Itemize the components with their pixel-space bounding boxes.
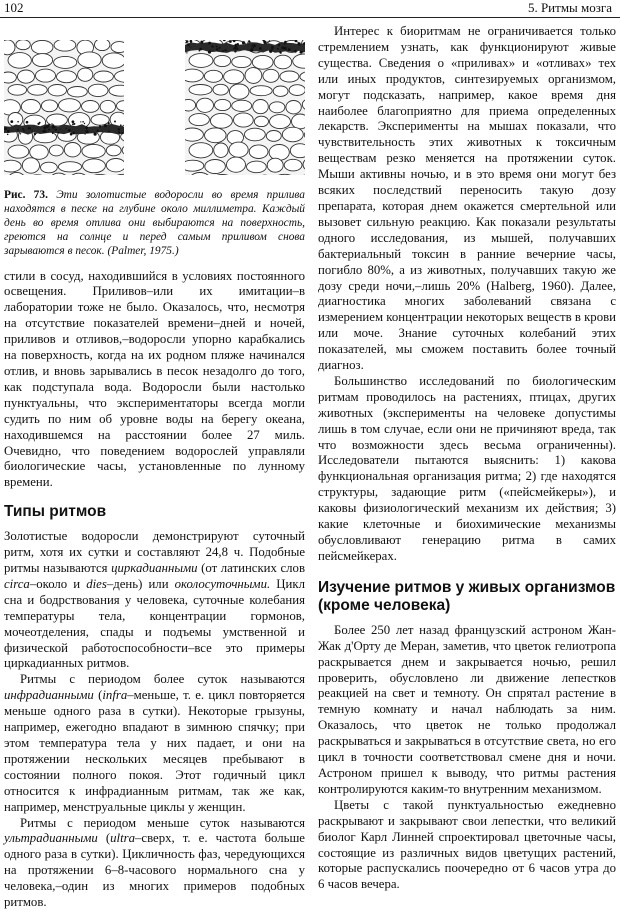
figure-panel-low-tide <box>185 40 305 175</box>
term-ultradian: ультрадианными <box>4 831 98 845</box>
header-rule <box>0 17 620 18</box>
figure-caption-text: Эти золотистые водоросли во время прилива находятся в песке на глубине около миллиметра. Каждый день во время отлива они выбираются на поверхность, греются на солнце и перед самым приливом снова зарываются в песок. <box>4 189 305 257</box>
running-head: 5. Ритмы мозга <box>528 0 612 16</box>
term-circadian: циркадианными <box>111 561 197 575</box>
paragraph-infradian: Ритмы с периодом более суток называются инфрадианными (infra–меньше, т. е. цикл повторяется меньше одного раза в сутки). Некоторые грызуны, например, ежегодно впадают в зимнюю спячку; при этом температура тела у них падает, и они на протяжении нескольких месяцев пребывают в состоянии полного покоя. Этот годичный цикл относится к инфрадианным ритмам, так же как, например, менструальные циклы у женщин. <box>4 672 305 815</box>
paragraph-circadian: Золотистые водоросли демонстрируют суточный ритм, хотя их сутки и составляют 24,8 ч. Подобные ритмы называются циркадианными (от латинских слов circa–около и dies–день) или околосуточными. Цикл сна и бодрствования у человека, суточные колебания температуры тела, концентрации гормонов, мочеотделения, спады и подъемы умственной и физической работоспособности–все это примеры циркадианных ритмов. <box>4 529 305 672</box>
paragraph-heliotrope: Более 250 лет назад французский астроном Жан-Жак д'Орту де Меран, заметив, что цветок гелиотропа раскрывается днем и закрывается ночью, решил проверить, обусловлено ли движение лепестков реакцией на свет и темноту. Он спрятал растение в темную комнату и начал наблюдать за ним. Оказалось, что цветок не только продолжал раскрываться и закрываться в отсутствие света, но его цикл в точности соответствовал смене дня и ночи. Астроном пришел к выводу, что ритмы растения контролируются каким-то внутренним механизмом. <box>318 623 616 798</box>
section-heading-study: Изучение ритмов у живых организмов (кроме человека) <box>318 579 616 615</box>
figure-citation: (Palmer, 1975.) <box>107 245 178 257</box>
paragraph-interest: Интерес к биоритмам не ограничивается только стремлением узнать, как функционируют живые существа. Сведения о «приливах» и «отливах» тех или иных продуктов, синтезируемых организмом, могут подсказать, например, какое время дня наиболее благоприятно для приема определенных лекарств. Эксперименты на мышах показали, что чувствительность этих животных к токсичным веществам резко меняется на протяжении суток. Мыши активны ночью, и в это время они могут без всяких последствий переносить такую дозу препарата, которая днем окажется смертельной или вызовет сильную реакцию. Как показали результаты одного исследования, из мышей, получавших бактериальный токсин в ранние вечерние часы, погибло 80%, а из животных, получавших такую же дозу среди ночи,–лишь 20% (Halberg, 1960). Далее, диагностика многих заболеваний связана с измерением концентрации некоторых веществ в крови или моче. Знание суточных колебаний этих показателей, мы сможем поставить более точный диагноз. <box>318 24 616 374</box>
paragraph-linnaeus: Цветы с такой пунктуальностью ежедневно раскрывают и закрывают свои лепестки, что великий биолог Карл Линней спроектировал цветочные часы, состоящие из различных видов цветущих растений, которые распускались поочередно от 6 часов утра до 6 часов вечера. <box>318 798 616 893</box>
paragraph-research: Большинство исследований по биологическим ритмам проводилось на растениях, птицах, других животных (эксперименты на человеке допустимы лишь в том случае, если они не причиняют вреда, так что возможности здесь весьма ограниченны). Исследователи пытаются выяснить: 1) какова функциональная организация ритма; 2) где находятся структуры, задающие ритм («пейсмейкеры»), и каковы физиологический механизм их действия; 3) какие клеточные и биохимические механизмы обусловливают генерацию ритма в самих пейсмейкерах. <box>318 374 616 565</box>
figure-caption <box>4 189 305 259</box>
continuation-paragraph: стили в сосуд, находившийся в условиях постоянного освещения. Приливов–или их имитации–в лаборатории тоже не было. Оказалось, что, несмотря на отсутствие показателей времени–дней и ночей, приливов и отливов,–водоросли упорно карабкались на поверхность, когда на их родном пляже начинался отлив, и вновь зарывались в песок незадолго до того, как подступала вода. Водоросли были настолько пунктуальны, что экспериментаторы всегда могли судить по ним об уровне воды на берегу океана, находившемся на расстоянии более 27 миль. Очевидно, что поведением водорослей управляли биологические часы, установленные по лунному времени. <box>4 269 305 492</box>
left-column <box>4 24 305 911</box>
right-column <box>318 24 616 893</box>
paragraph-ultradian: Ритмы с периодом меньше суток называются ультрадианными (ultra–сверх, т. е. частота больше одного раза в сутки). Цикличность фаз, чередующихся на протяжении 6–8-часового нормального сна у человека,–один из многих примеров подобных ритмов. <box>4 816 305 911</box>
term-infradian: инфрадианными <box>4 688 94 702</box>
figure-panel-high-tide <box>4 40 124 175</box>
figure-label: Рис. 73. <box>4 189 48 201</box>
term-circadian-ru: околосуточными. <box>175 577 271 591</box>
figure-73 <box>4 40 305 175</box>
page-number: 102 <box>4 0 24 16</box>
section-heading-types: Типы ритмов <box>4 503 305 521</box>
